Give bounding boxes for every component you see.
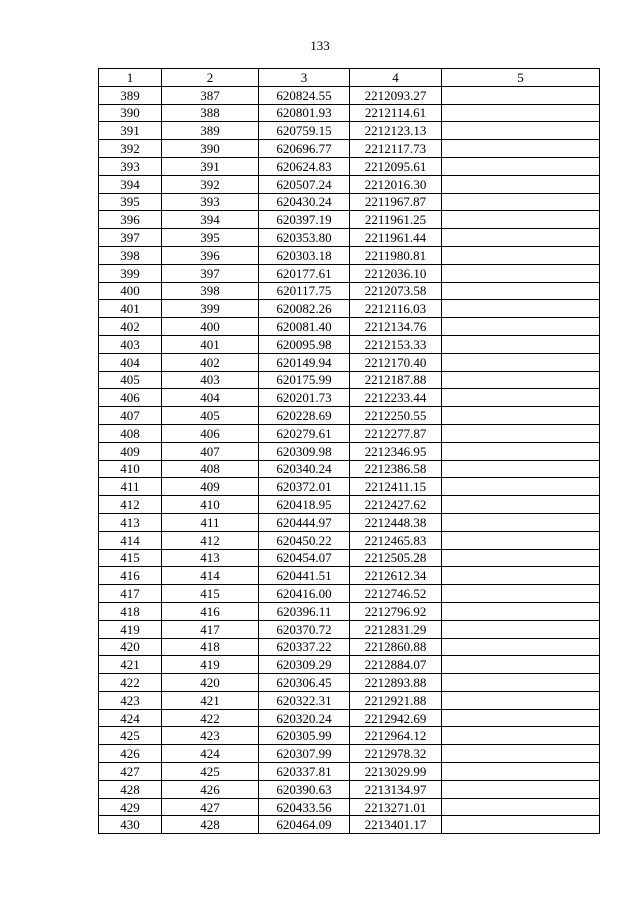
table-cell [442,709,600,727]
table-cell: 392 [99,140,162,158]
table-cell: 413 [162,549,259,567]
table-cell: 400 [162,318,259,336]
table-cell: 396 [99,211,162,229]
table-cell [442,389,600,407]
table-cell: 419 [162,656,259,674]
table-cell: 2212233.44 [350,389,442,407]
table-cell: 396 [162,246,259,264]
table-cell: 620228.69 [259,407,350,425]
table-row [99,353,600,371]
table-cell: 420 [162,674,259,692]
table-cell [442,353,600,371]
column-header: 2 [162,69,259,87]
table-cell [442,638,600,656]
table-cell: 2212346.95 [350,442,442,460]
table-cell [442,318,600,336]
table-cell: 2212073.58 [350,282,442,300]
table-cell [442,122,600,140]
table-cell: 404 [162,389,259,407]
table-row [99,229,600,247]
table-cell [442,424,600,442]
table-cell: 2212093.27 [350,86,442,104]
table-cell: 424 [162,745,259,763]
table-cell [442,798,600,816]
table-cell: 407 [99,407,162,425]
table-cell: 2212884.07 [350,656,442,674]
table-cell: 620444.97 [259,513,350,531]
table-row [99,674,600,692]
table-cell: 2212250.55 [350,407,442,425]
table-cell [442,460,600,478]
table-cell: 400 [99,282,162,300]
table-cell: 390 [162,140,259,158]
table-cell: 2212505.28 [350,549,442,567]
table-cell: 2211967.87 [350,193,442,211]
table-row [99,709,600,727]
table-cell: 620824.55 [259,86,350,104]
table-cell: 2212386.58 [350,460,442,478]
table-cell: 419 [99,620,162,638]
table-cell: 2212016.30 [350,175,442,193]
table-row [99,424,600,442]
table-cell [442,157,600,175]
table-cell: 620696.77 [259,140,350,158]
table-cell: 390 [99,104,162,122]
table-cell: 418 [99,602,162,620]
table-cell [442,104,600,122]
table-cell: 620175.99 [259,371,350,389]
table-cell [442,674,600,692]
table-cell [442,264,600,282]
table-cell: 620307.99 [259,745,350,763]
table-cell: 427 [162,798,259,816]
table-row [99,478,600,496]
table-row [99,531,600,549]
table-cell: 414 [162,567,259,585]
table-cell: 388 [162,104,259,122]
table-cell [442,371,600,389]
table-cell [442,300,600,318]
table-cell: 395 [162,229,259,247]
table-cell [442,602,600,620]
table-row [99,318,600,336]
table-row [99,389,600,407]
table-cell: 397 [162,264,259,282]
table-row [99,86,600,104]
table-cell: 394 [162,211,259,229]
table-cell [442,745,600,763]
table-row [99,727,600,745]
table-cell [442,763,600,781]
table-row [99,620,600,638]
table-cell: 2211980.81 [350,246,442,264]
table-cell: 620177.61 [259,264,350,282]
table-cell [442,549,600,567]
table-cell: 620624.83 [259,157,350,175]
table-cell [442,229,600,247]
column-header: 3 [259,69,350,87]
table-row [99,513,600,531]
table-header-row [99,69,600,87]
table-cell: 620397.19 [259,211,350,229]
table-cell: 2212796.92 [350,602,442,620]
table-cell: 423 [99,691,162,709]
table-cell: 414 [99,531,162,549]
coordinates-table [98,68,600,834]
table-cell: 426 [99,745,162,763]
table-cell: 620095.98 [259,335,350,353]
table-cell: 401 [99,300,162,318]
table-cell: 620441.51 [259,567,350,585]
table-cell: 416 [162,602,259,620]
table-cell: 620416.00 [259,585,350,603]
table-cell [442,175,600,193]
table-row [99,656,600,674]
table-row [99,175,600,193]
table-cell: 2212465.83 [350,531,442,549]
table-cell: 404 [99,353,162,371]
column-header: 5 [442,69,600,87]
table-cell: 391 [99,122,162,140]
table-cell: 620309.98 [259,442,350,460]
table-cell: 392 [162,175,259,193]
table-row [99,211,600,229]
table-row [99,638,600,656]
table-cell: 620320.24 [259,709,350,727]
table-row [99,335,600,353]
table-cell: 423 [162,727,259,745]
table-cell: 2212831.29 [350,620,442,638]
table-cell: 417 [99,585,162,603]
table-cell: 620149.94 [259,353,350,371]
table-cell: 2212036.10 [350,264,442,282]
table-cell: 418 [162,638,259,656]
table-cell: 387 [162,86,259,104]
table-cell [442,513,600,531]
table-cell: 393 [162,193,259,211]
table-cell: 2211961.25 [350,211,442,229]
table-cell: 402 [162,353,259,371]
table-cell: 620201.73 [259,389,350,407]
table-cell: 422 [162,709,259,727]
table-cell: 410 [99,460,162,478]
table-cell [442,727,600,745]
table-cell: 620303.18 [259,246,350,264]
table-cell: 430 [99,816,162,834]
table-cell [442,780,600,798]
table-row [99,496,600,514]
table-cell: 620464.09 [259,816,350,834]
table-row [99,549,600,567]
table-cell: 424 [99,709,162,727]
table-cell: 428 [162,816,259,834]
table-cell: 394 [99,175,162,193]
table-cell: 407 [162,442,259,460]
table-cell: 411 [162,513,259,531]
table-cell: 620337.22 [259,638,350,656]
table-cell: 2212612.34 [350,567,442,585]
table-cell: 413 [99,513,162,531]
table-cell: 408 [99,424,162,442]
table-row [99,300,600,318]
table-cell: 395 [99,193,162,211]
table-cell: 620507.24 [259,175,350,193]
table-row [99,763,600,781]
table-row [99,246,600,264]
table-cell [442,442,600,460]
table-cell: 403 [162,371,259,389]
table-cell: 403 [99,335,162,353]
table-cell: 620450.22 [259,531,350,549]
table-cell: 429 [99,798,162,816]
table-cell: 2213271.01 [350,798,442,816]
table-cell [442,86,600,104]
table-cell: 406 [162,424,259,442]
table-cell: 393 [99,157,162,175]
table-cell: 2212860.88 [350,638,442,656]
table-cell: 2212134.76 [350,318,442,336]
table-cell: 2212153.33 [350,335,442,353]
table-cell: 401 [162,335,259,353]
table-cell [442,193,600,211]
table-cell: 2212095.61 [350,157,442,175]
table-cell: 2212427.62 [350,496,442,514]
table-row [99,798,600,816]
table-row [99,442,600,460]
table-row [99,122,600,140]
table-cell [442,335,600,353]
table-cell: 412 [162,531,259,549]
table-cell: 389 [162,122,259,140]
table-row [99,585,600,603]
table-cell: 391 [162,157,259,175]
table-cell: 399 [99,264,162,282]
table-cell: 417 [162,620,259,638]
table-cell: 412 [99,496,162,514]
table-row [99,371,600,389]
table-cell [442,585,600,603]
table-cell: 397 [99,229,162,247]
table-cell: 2212746.52 [350,585,442,603]
table-cell: 620353.80 [259,229,350,247]
table-cell: 2212448.38 [350,513,442,531]
table-cell: 398 [162,282,259,300]
table-cell: 2213029.99 [350,763,442,781]
table-cell: 426 [162,780,259,798]
table-row [99,691,600,709]
table-cell: 415 [99,549,162,567]
table-cell: 389 [99,86,162,104]
table-cell: 409 [162,478,259,496]
table-cell: 422 [99,674,162,692]
table-cell [442,246,600,264]
table-cell: 416 [99,567,162,585]
table-cell: 620370.72 [259,620,350,638]
table-cell: 2212921.88 [350,691,442,709]
table-cell: 420 [99,638,162,656]
table-cell [442,620,600,638]
table-row [99,460,600,478]
table-cell [442,567,600,585]
table-cell: 620396.11 [259,602,350,620]
table-cell [442,816,600,834]
table-row [99,104,600,122]
table-body [99,86,600,833]
table-cell [442,478,600,496]
table-cell: 2212978.32 [350,745,442,763]
table-cell: 2212942.69 [350,709,442,727]
table-cell: 620081.40 [259,318,350,336]
table-row [99,780,600,798]
table-cell: 620322.31 [259,691,350,709]
table-cell: 2212170.40 [350,353,442,371]
table-cell: 620279.61 [259,424,350,442]
table-cell: 2212116.03 [350,300,442,318]
table-cell: 2212187.88 [350,371,442,389]
table-cell: 402 [99,318,162,336]
table-row [99,816,600,834]
table-cell: 620801.93 [259,104,350,122]
table-cell: 399 [162,300,259,318]
table-cell: 620309.29 [259,656,350,674]
table-cell: 425 [99,727,162,745]
table-cell: 2212411.15 [350,478,442,496]
table-cell: 2212964.12 [350,727,442,745]
column-header: 1 [99,69,162,87]
table-cell [442,656,600,674]
table-cell: 408 [162,460,259,478]
table-cell: 620430.24 [259,193,350,211]
table-cell: 405 [99,371,162,389]
table-row [99,407,600,425]
table-cell: 410 [162,496,259,514]
table-cell [442,496,600,514]
table-cell: 411 [99,478,162,496]
table-cell: 2211961.44 [350,229,442,247]
table-cell: 620340.24 [259,460,350,478]
table-cell: 620433.56 [259,798,350,816]
table-cell: 620454.07 [259,549,350,567]
table-row [99,140,600,158]
table-cell: 620305.99 [259,727,350,745]
table-row [99,745,600,763]
table-cell: 409 [99,442,162,460]
table-cell: 421 [99,656,162,674]
table-cell: 415 [162,585,259,603]
table-cell: 620117.75 [259,282,350,300]
table-cell: 2213134.97 [350,780,442,798]
table-row [99,602,600,620]
table-cell: 421 [162,691,259,709]
table-cell: 398 [99,246,162,264]
table-cell: 2212277.87 [350,424,442,442]
table-cell: 620306.45 [259,674,350,692]
table-cell [442,691,600,709]
table-cell [442,531,600,549]
table-cell: 620372.01 [259,478,350,496]
table-row [99,157,600,175]
table-cell [442,282,600,300]
table-row [99,264,600,282]
table-row [99,567,600,585]
table-cell: 425 [162,763,259,781]
table-cell: 620337.81 [259,763,350,781]
table-cell: 620418.95 [259,496,350,514]
column-header: 4 [350,69,442,87]
table-cell: 427 [99,763,162,781]
table-cell: 620390.63 [259,780,350,798]
table-cell: 2213401.17 [350,816,442,834]
table-cell [442,211,600,229]
table-cell: 428 [99,780,162,798]
table-cell: 620082.26 [259,300,350,318]
table-cell: 405 [162,407,259,425]
table-cell [442,407,600,425]
table-cell: 406 [99,389,162,407]
table-row [99,282,600,300]
page-number: 133 [310,38,330,53]
table-cell: 620759.15 [259,122,350,140]
table-cell: 2212114.61 [350,104,442,122]
table-cell: 2212117.73 [350,140,442,158]
table-cell [442,140,600,158]
table-row [99,193,600,211]
table-cell: 2212123.13 [350,122,442,140]
table-cell: 2212893.88 [350,674,442,692]
